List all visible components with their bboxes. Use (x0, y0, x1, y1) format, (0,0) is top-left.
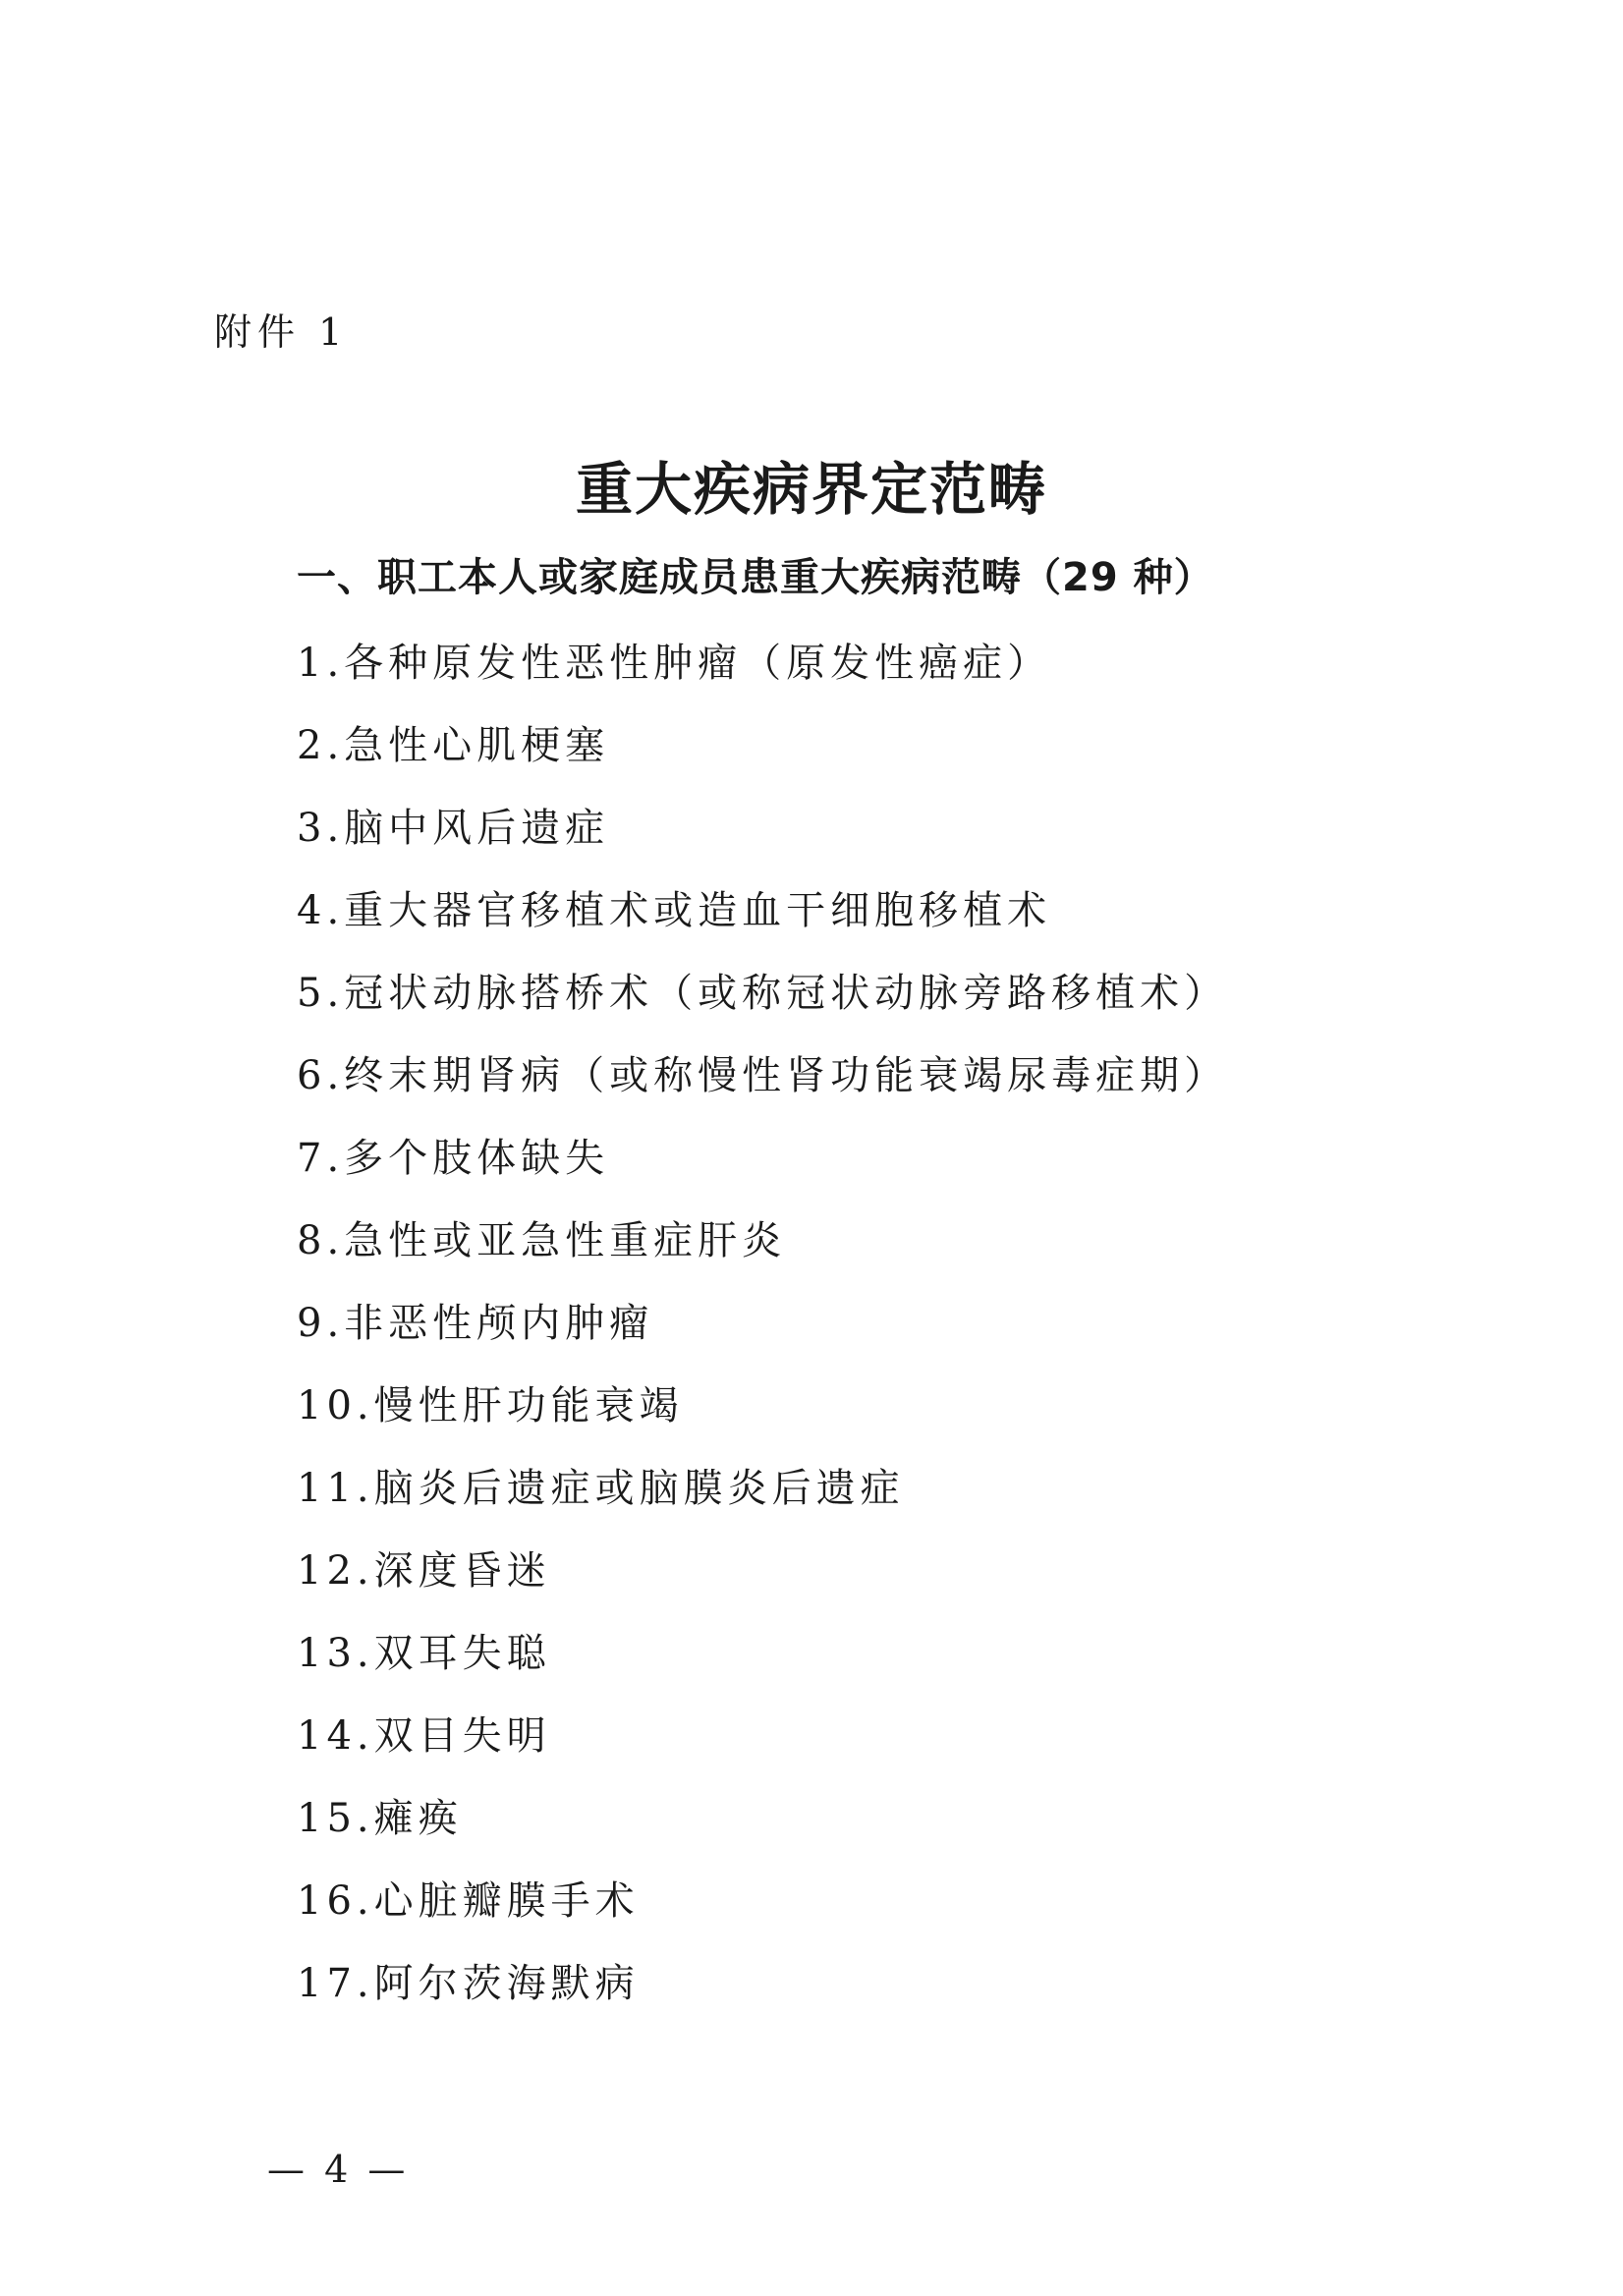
disease-list (297, 629, 1228, 2032)
list-item: 14.双目失明 (297, 1713, 551, 1759)
list-item: 17.阿尔茨海默病 (297, 1961, 640, 2006)
list-item: 15.瘫痪 (297, 1796, 463, 1841)
list-item: 12.深度昏迷 (297, 1548, 551, 1594)
list-item: 6.终末期肾病（或称慢性肾功能衰竭尿毒症期） (297, 1053, 1229, 1098)
list-item: 2.急性心肌梗塞 (297, 723, 610, 768)
list-item: 11.脑炎后遗症或脑膜炎后遗症 (297, 1466, 905, 1511)
list-item: 5.冠状动脉搭桥术（或称冠状动脉旁路移植术） (297, 971, 1229, 1016)
list-item: 1.各种原发性恶性肿瘤（原发性癌症） (297, 641, 1052, 686)
attachment-label: 附件 1 (214, 310, 349, 354)
list-item: 9.非恶性颅内肿瘤 (297, 1301, 654, 1346)
list-item: 4.重大器官移植术或造血干细胞移植术 (297, 888, 1052, 933)
list-item: 8.急性或亚急性重症肝炎 (297, 1218, 787, 1263)
list-item: 7.多个肢体缺失 (297, 1136, 610, 1181)
list-item: 10.慢性肝功能衰竭 (297, 1383, 684, 1428)
list-item: 13.双耳失聪 (297, 1631, 551, 1676)
list-item: 3.脑中风后遗症 (297, 806, 610, 851)
page-number: — 4 — (267, 2148, 410, 2191)
document-title: 重大疾病界定范畴 (575, 456, 1047, 523)
list-item: 16.心脏瓣膜手术 (297, 1878, 640, 1924)
section-heading: 一、职工本人或家庭成员患重大疾病范畴（29 种） (297, 555, 1214, 600)
